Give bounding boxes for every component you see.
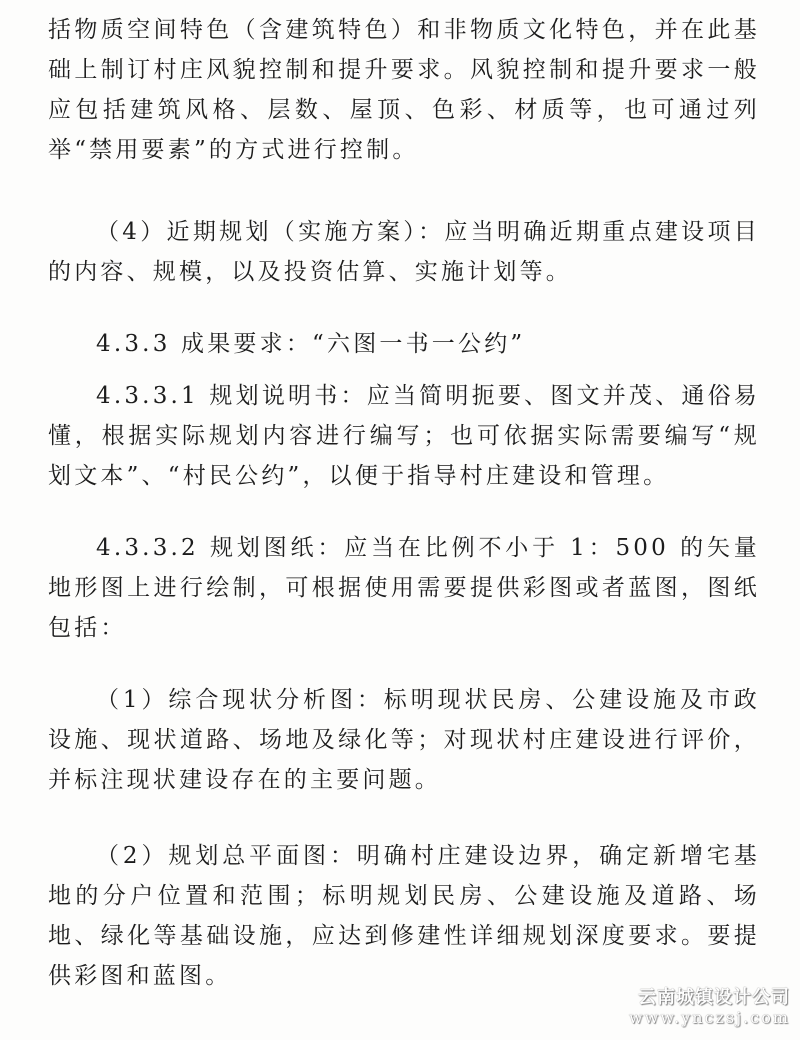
paragraph-status-analysis-map: （1）综合现状分析图：标明现状民房、公建设施及市政设施、现状道路、场地及绿化等；对现状村庄建设进行评价，并标注现状建设存在的主要问题。 xyxy=(48,687,760,793)
paragraph-near-term-plan: （4）近期规划（实施方案）：应当明确近期重点建设项目的内容、规模，以及投资估算、实施计划等。 xyxy=(48,219,760,285)
paragraph-style-control: 括物质空间特色（含建筑特色）和非物质文化特色，并在此基础上制订村庄风貌控制和提升要求。风貌控制和提升要求一般应包括建筑风格、层数、屋顶、色彩、材质等，也可通过列举“禁用要素”的方式进行控制。 xyxy=(48,17,760,163)
heading-deliverables: 4.3.3 成果要求：“六图一书一公约” xyxy=(96,331,526,357)
paragraph-planning-drawings: 4.3.3.2 规划图纸：应当在比例不小于 1：500 的矢量地形图上进行绘制，可根据使用需要提供彩图或者蓝图，图纸包括： xyxy=(48,535,760,641)
watermark-url: www.ynczsj.com xyxy=(628,1008,790,1027)
paragraph-master-plan: （2）规划总平面图：明确村庄建设边界，确定新增宅基地的分户位置和范围；标明规划民房、公建设施及道路、场地、绿化等基础设施，应达到修建性详细规划深度要求。要提供彩图和蓝图。 xyxy=(48,843,760,989)
watermark-company-name: 云南城镇设计公司 xyxy=(638,987,790,1008)
paragraph-planning-report: 4.3.3.1 规划说明书：应当简明扼要、图文并茂、通俗易懂，根据实际规划内容进行编写；也可依据实际需要编写“规划文本”、“村民公约”，以便于指导村庄建设和管理。 xyxy=(48,383,760,489)
